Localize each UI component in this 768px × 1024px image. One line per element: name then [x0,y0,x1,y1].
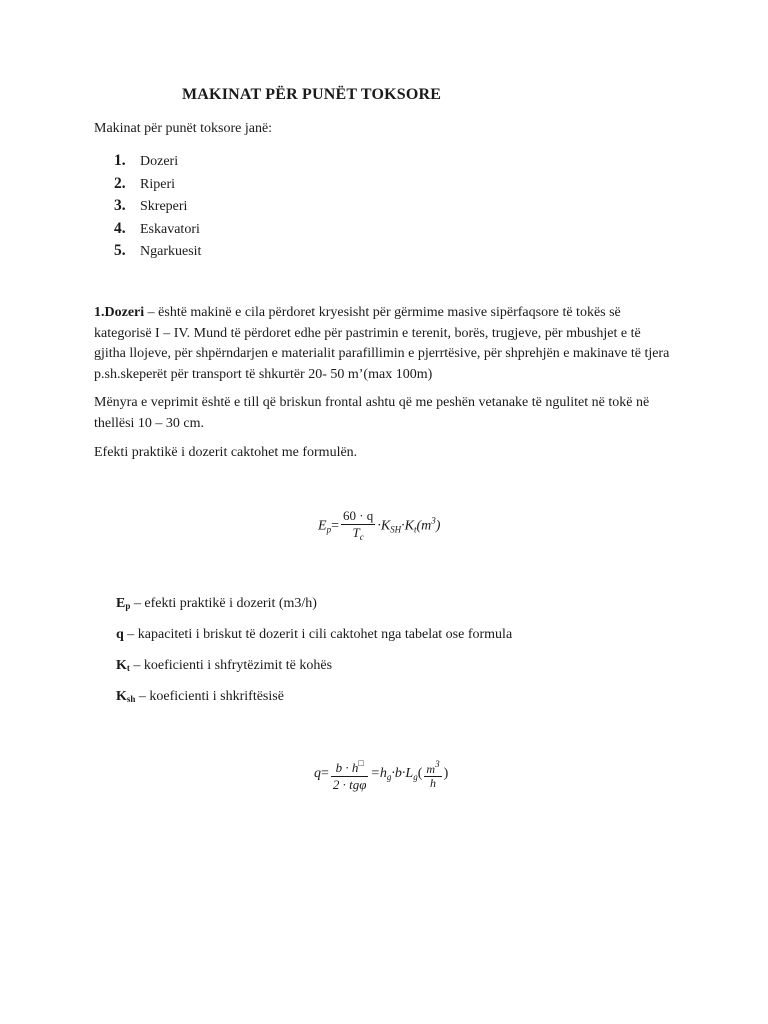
list-label: Eskavatori [140,221,200,237]
fraction-denominator: 2 · tgφ [332,777,367,792]
numerator-superscript: □ [358,758,364,768]
formula-symbol: E [318,518,327,534]
list-number: 1. [114,152,126,169]
list-item [114,197,201,220]
numerator-text: b · h [335,760,359,775]
capacity-formula [314,755,448,797]
formula-subscript: SH [390,524,402,535]
efficiency-formula [318,508,440,550]
formula-superscript: 3 [431,515,436,526]
definition-symbol: q [116,627,124,642]
unit-fraction [424,758,441,790]
definition-text: – efekti praktikë i dozerit (m3/h) [130,596,317,611]
dozeri-heading: 1.Dozeri [94,305,145,320]
formula-subscript: t [414,524,417,535]
list-label: Riperi [140,176,175,192]
definition-subscript: p [125,601,131,611]
formula-subscript: g [413,772,418,783]
definition-symbol: K [116,689,127,704]
list-number: 3. [114,197,126,214]
list-number: 2. [114,174,126,192]
formula-term: ·b·L [391,766,414,782]
formula-subscript: p [326,524,332,535]
dozeri-text: – është makinë e cila përdoret kryesisht për gërmime masive sipërfaqsore të tokës së kategorisë I – IV. Mund të përdoret edhe për pastrimin e terenit, borës, trugjeve, për mbushjet e të gjitha llojeve, për shpërndarjen e materialit parafillimin e pjerrtësive, për shprehjën e makinave të tjera p.sh.skeperët për transport të shkurtër 20- 50 m’(max 100m) [94,305,670,382]
denominator-subscript: c [359,532,364,542]
unit-numerator [424,758,441,776]
list-label: Skreperi [140,199,188,214]
unit-denominator: h [424,776,441,790]
list-label: Dozeri [140,154,179,169]
formula-fraction [341,508,375,545]
machine-list [114,152,201,265]
formula-term: =h [370,766,387,782]
formula-term: ·K [401,518,414,534]
formula-symbol: q [314,766,321,782]
definition-symbol: K [116,658,127,673]
list-label: Ngarkuesit [140,244,202,259]
formula-equals: = [331,518,339,534]
definition-subscript: t [126,663,130,673]
fraction-numerator: 60 · q [342,508,374,523]
list-item [114,175,201,198]
definition-q [116,627,512,643]
definition-text: – kapaciteti i briskut të dozerit i cili caktohet nga tabelat ose formula [123,627,513,642]
definition-kt [116,658,332,674]
formula-term: ·K [377,518,391,534]
definition-symbol: E [116,596,126,611]
definition-ksh [116,689,284,705]
definition-ep [116,596,317,612]
list-number: 5. [114,242,126,259]
list-item [114,220,201,243]
denominator-symbol: T [352,525,360,540]
definition-subscript: sh [126,694,136,704]
page-title: MAKINAT PËR PUNËT TOKSORE [182,86,442,103]
formula-intro-paragraph: Efekti praktikë i dozerit caktohet me formulën. [94,445,358,460]
operation-paragraph: Mënyra e veprimit është e till që briskun frontal ashtu që me peshën vetanake të ngulitet në tokë në thellësi 10 – 30 cm. [94,395,650,431]
definition-text: – koeficienti i shkriftësisë [135,689,284,704]
dozeri-paragraph [94,303,674,385]
formula-equals: = [321,766,329,782]
definition-text: – koeficienti i shfrytëzimit të kohës [129,658,333,673]
intro-text: Makinat për punët toksore janë: [94,121,273,136]
formula-subscript: g [386,772,392,783]
fraction-numerator [331,755,369,776]
formula-paren: ( [417,766,423,782]
unit-numerator-text: m [426,762,436,776]
formula-unit-close: ) [435,518,441,534]
unit-superscript: 3 [435,759,440,769]
list-item [114,242,201,265]
fraction-denominator [341,524,375,545]
formula-unit: (m [416,518,432,534]
list-number: 4. [114,219,126,237]
formula-fraction [331,755,369,793]
formula-paren-close: ) [443,766,449,782]
list-item [114,152,201,175]
